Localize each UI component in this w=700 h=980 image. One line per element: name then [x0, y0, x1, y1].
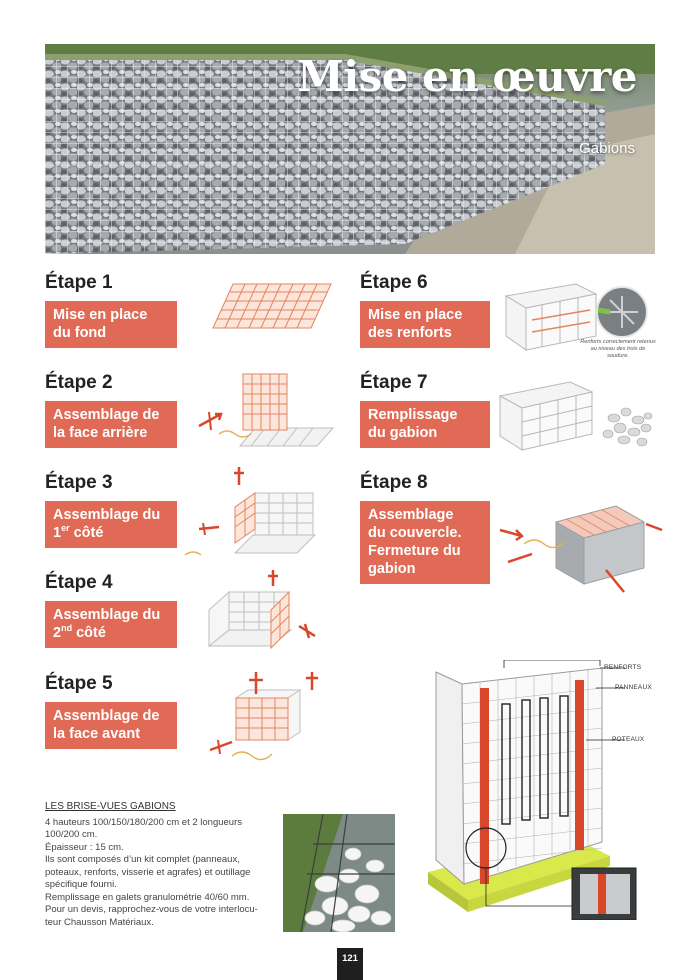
hero-banner [45, 44, 655, 254]
brise-vues-text: LES BRISE-VUES GABIONS 4 hauteurs 100/150/180/200 cm et 2 longueurs 100/200 cm. Épaisseur : 15 cm. Ils sont composés d’un kit complet (panneaux, poteaux, renforts, visserie et agrafes) et outillage spécifique fourni. Remplissage en galets granulométrie 40/60 mm. Pour un devis, rapprochez-vous de votre interlocu- teur Chausson Matériaux. [45, 801, 273, 929]
page-title: Mise en œuvre [297, 52, 637, 101]
label-panneaux: PANNEAUX [615, 684, 652, 691]
brise-vues-title: LES BRISE-VUES GABIONS [45, 801, 176, 812]
step-1-description: Mise en place du fond [45, 301, 177, 348]
step-8 [360, 471, 490, 584]
step-2 [45, 371, 177, 448]
step-7-label: Étape 7 [360, 372, 428, 393]
page-subtitle: Gabions [579, 140, 635, 157]
step-2-illustration [195, 370, 335, 454]
step-6-label: Étape 6 [360, 272, 428, 293]
step-6 [360, 271, 490, 348]
step-4-illustration [205, 566, 325, 664]
step-3 [45, 471, 177, 548]
step-5 [45, 672, 177, 749]
step-7 [360, 371, 490, 448]
step-4-label: Étape 4 [45, 572, 113, 593]
step-2-description: Assemblage de la face arrière [45, 401, 177, 448]
step-3-description: Assemblage du 1er côté [45, 501, 177, 548]
step-8-description: Assemblage du couvercle. Fermeture du gabion [360, 501, 490, 584]
step-1-label: Étape 1 [45, 272, 113, 293]
step-1 [45, 271, 177, 348]
step-3-illustration [183, 463, 323, 561]
step-4 [45, 571, 177, 648]
step-1-illustration [203, 278, 335, 336]
step-5-description: Assemblage de la face avant [45, 702, 177, 749]
pebble-gabion-photo [283, 814, 395, 932]
step-5-illustration [204, 668, 326, 768]
page-number: 121 [337, 948, 363, 980]
step-3-label: Étape 3 [45, 472, 113, 493]
step-5-label: Étape 5 [45, 673, 113, 694]
step-6-description: Mise en place des renforts [360, 301, 490, 348]
gabion-structure-diagram [420, 660, 665, 920]
step-8-illustration [494, 500, 666, 596]
step-7-illustration [496, 378, 658, 462]
step-8-label: Étape 8 [360, 472, 428, 493]
label-poteaux: POTEAUX [612, 736, 645, 743]
step-4-description: Assemblage du 2nd côté [45, 601, 177, 648]
step-6-caption: Renforts correctement retenus au niveau des trois de soudure. [580, 339, 656, 359]
step-7-description: Remplissage du gabion [360, 401, 490, 448]
step-2-label: Étape 2 [45, 372, 113, 393]
label-renforts: RENFORTS [604, 664, 642, 671]
